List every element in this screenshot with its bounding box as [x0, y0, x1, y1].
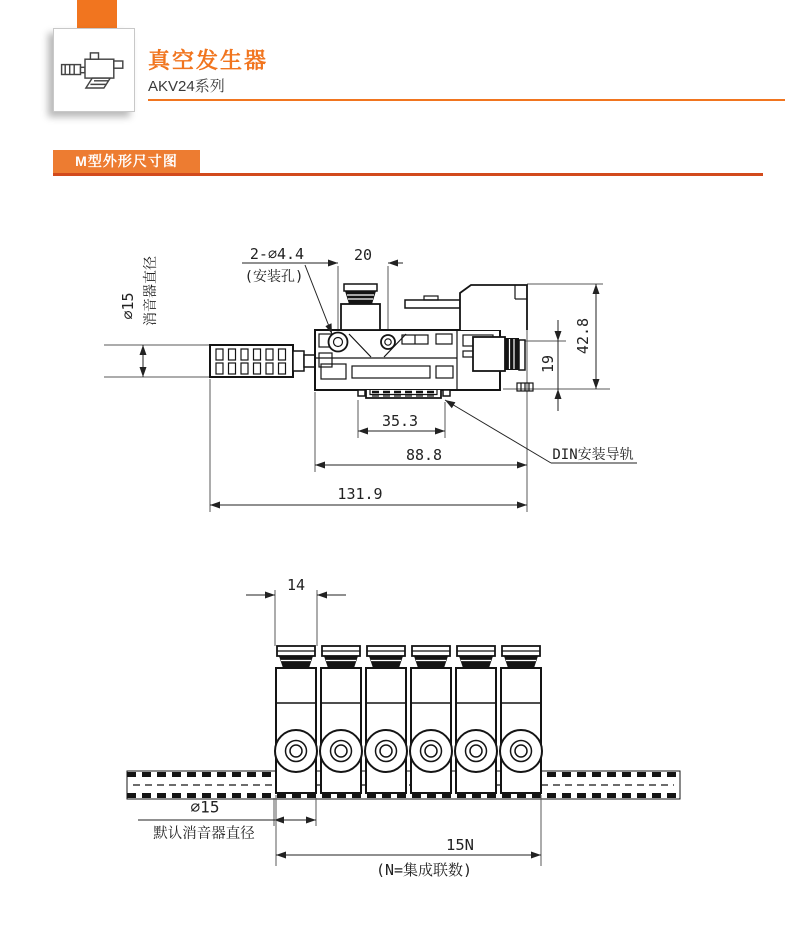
d2-dim-unit-width	[246, 576, 346, 646]
d1-dim-body-length	[315, 446, 527, 469]
d1-side-fitting	[473, 337, 525, 371]
d1-dim-clip-width	[358, 412, 445, 435]
d1-dim-muffler-dia	[119, 256, 159, 377]
d1-dim-pitch-label: 20	[353, 246, 373, 264]
page-title: 真空发生器	[148, 48, 269, 73]
d1-din-rail-label: DIN安装导轨	[552, 447, 634, 463]
d2-note-n: (N=集成联数)	[375, 861, 473, 879]
section-label: M型外形尺寸图	[53, 150, 200, 173]
d1-mount-hole-label: 2-∅4.4	[249, 245, 305, 263]
d1-top-fitting	[341, 284, 380, 330]
d1-dim-body-length-label: 88.8	[405, 446, 443, 464]
d1-muffler-dia-value: ∅15	[119, 292, 137, 320]
product-thumbnail	[53, 28, 135, 112]
m-type-side-view-drawing	[100, 228, 660, 520]
d1-dim-clip-width-label: 35.3	[381, 412, 419, 430]
d2-muffler-dia-caption: 默认消音器直径	[153, 826, 255, 842]
d2-muffler-dia-value: ∅15	[190, 797, 220, 817]
d1-muffler-dia-caption: 消音器直径	[143, 256, 159, 326]
d2-dim-muffler-dia	[138, 798, 316, 843]
d1-dim-total-height-label: 42.8	[574, 317, 592, 355]
header-rule	[148, 99, 785, 101]
product-thumbnail-image	[57, 34, 131, 106]
d1-mount-hole-caption: (安装孔)	[244, 269, 304, 285]
page-corner-tab	[77, 0, 117, 28]
d1-muffler	[210, 345, 315, 377]
d1-dim-port-height	[539, 320, 562, 411]
page-series: AKV24系列	[148, 78, 225, 95]
d1-dim-total-length-label: 131.9	[337, 485, 383, 503]
d1-dim-total-height	[574, 284, 600, 389]
d2-dim-total-width-label: 15N	[446, 836, 474, 854]
m-type-front-view-drawing	[100, 560, 700, 885]
d1-dim-port-height-label: 19	[539, 354, 557, 374]
section-underline	[53, 173, 763, 176]
d2-dim-unit-width-label: 14	[286, 576, 306, 594]
d1-elbow-fitting	[405, 285, 527, 330]
d1-din-rail-callout	[445, 400, 637, 463]
d1-dim-total-length	[210, 485, 527, 509]
